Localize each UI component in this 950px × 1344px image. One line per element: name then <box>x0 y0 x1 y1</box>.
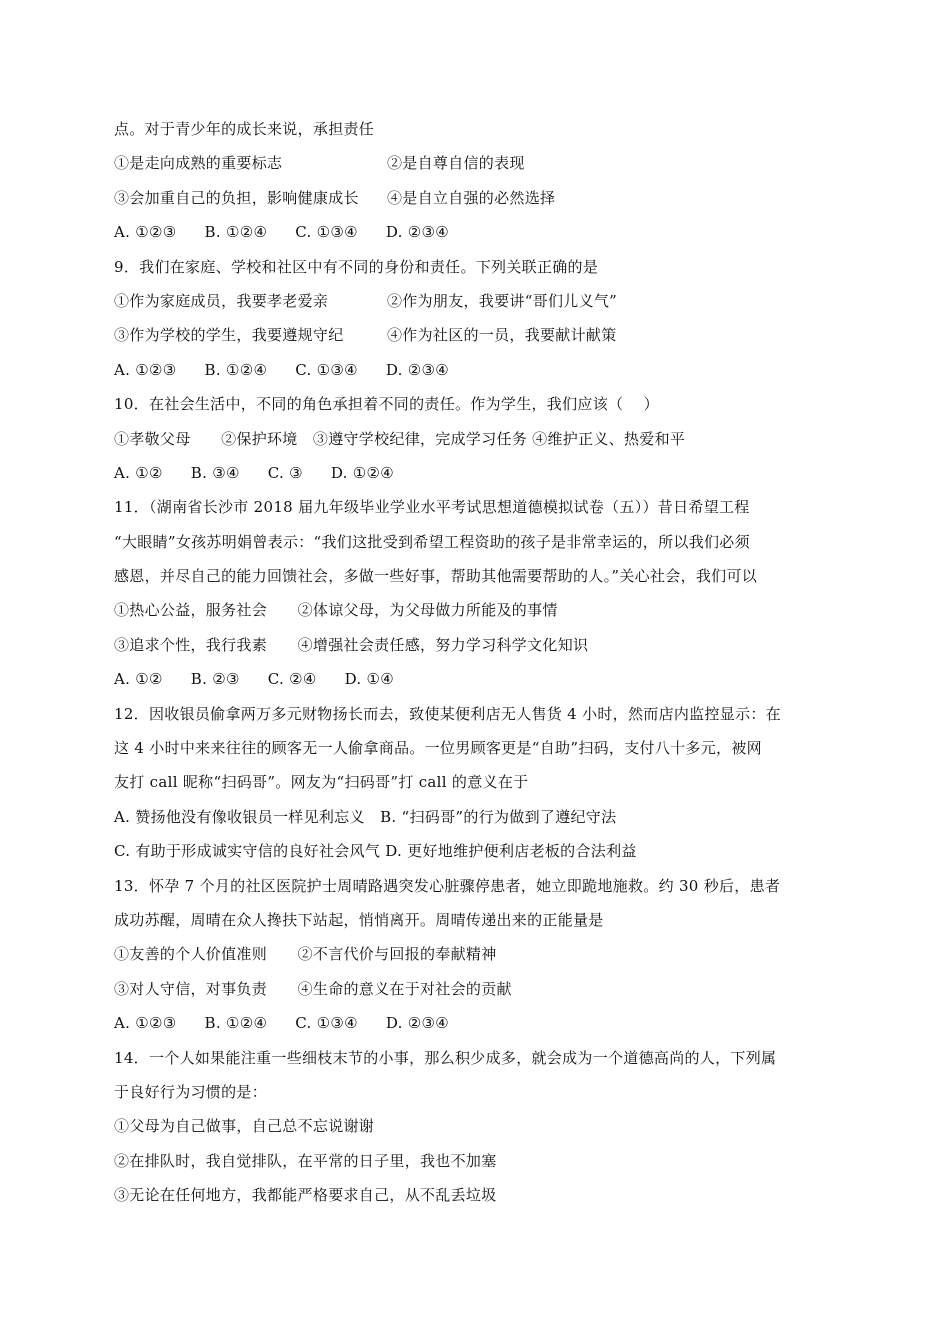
q9-answer-a: A. ①②③ <box>114 360 177 379</box>
q8-answer-d: D. ②③④ <box>385 223 450 242</box>
q8-stem-tail: 点。对于青少年的成长来说，承担责任 <box>114 120 375 138</box>
q10-answer-a: A. ①② <box>114 463 163 482</box>
q8-answer-b: B. ①②④ <box>204 223 268 242</box>
q13-answer-b: B. ①②④ <box>204 1014 268 1033</box>
q14-stem-line-2: 于良好行为习惯的是： <box>114 1082 268 1101</box>
q11-answers <box>114 662 844 696</box>
q9-answer-b: B. ①②④ <box>204 360 268 379</box>
q13-answer-c: C. ①③④ <box>295 1014 358 1033</box>
q11-stem-line-2: “大眼睛”女孩苏明娟曾表示：“我们这批受到希望工程资助的孩子是非常幸运的，所以我们必须 <box>114 532 750 551</box>
q9-option-1: ①作为家庭成员，我要孝老爱亲 <box>114 291 329 310</box>
q10-answer-c: C. ③ <box>267 463 303 482</box>
q11-answer-b: B. ②③ <box>190 670 240 689</box>
q9-option-4: ④作为社区的一员，我要献计献策 <box>387 326 617 345</box>
q11-answer-a: A. ①② <box>114 670 163 689</box>
q14-stem-line-1: 14．一个人如果能注重一些细枝末节的小事，那么积少成多，就会成为一个道德高尚的人，下列属 <box>114 1048 777 1067</box>
q9-answer-c: C. ①③④ <box>295 360 358 379</box>
q8-options-row-1 <box>114 146 844 180</box>
q13-answer-d: D. ②③④ <box>385 1014 450 1033</box>
q11-stem-line-1: 11．（湖南省长沙市 2018 届九年级毕业学业水平考试思想道德模拟试卷（五））昔日希望工程 <box>114 498 750 517</box>
q12-stem-line-3: 友打 call 昵称“扫码哥”。网友为“扫码哥”打 call 的意义在于 <box>114 773 529 792</box>
q8-answers <box>114 215 844 249</box>
q10-stem: 10．在社会生活中，不同的角色承担着不同的责任。作为学生，我们应该（ ） <box>114 395 659 414</box>
q9-answer-d: D. ②③④ <box>385 360 450 379</box>
q14-option-3: ③无论在任何地方，我都能严格要求自己，从不乱丢垃圾 <box>114 1186 497 1205</box>
q11-options-row-1: ①热心公益，服务社会 ②体谅父母，为父母做力所能及的事情 <box>114 601 558 620</box>
q14-option-1: ①父母为自己做事，自己总不忘说谢谢 <box>114 1117 375 1136</box>
q12-options-row-2: C. 有助于形成诚实守信的良好社会风气 D. 更好地维护便利店老板的合法利益 <box>114 842 637 861</box>
q14-option-2: ②在排队时，我自觉排队，在平常的日子里，我也不加塞 <box>114 1151 497 1170</box>
q10-answer-b: B. ③④ <box>190 463 240 482</box>
q9-option-3: ③作为学校的学生，我要遵规守纪 <box>114 326 344 345</box>
q13-stem-line-1: 13．怀孕 7 个月的社区医院护士周晴路遇突发心脏骤停患者，她立即跪地施救。约 30 秒后，患者 <box>114 876 781 895</box>
q9-option-2: ②作为朋友，我要讲“哥们儿义气” <box>387 291 618 310</box>
q8-option-1: ①是走向成熟的重要标志 <box>114 154 283 173</box>
q11-stem-line-3: 感恩，并尽自己的能力回馈社会，多做一些好事，帮助其他需要帮助的人。”关心社会，我们可以 <box>114 567 758 586</box>
q13-options-row-2: ③对人守信，对事负责 ④生命的意义在于对社会的贡献 <box>114 979 512 998</box>
q13-stem-line-2: 成功苏醒，周晴在众人搀扶下站起，悄悄离开。周晴传递出来的正能量是 <box>114 910 604 929</box>
q12-stem-line-2: 这 4 小时中来来往往的顾客无一人偷拿商品。一位男顾客更是“自助”扫码，支付八十多元，被网 <box>114 739 762 758</box>
q11-answer-d: D. ①④ <box>344 670 395 689</box>
q13-answers <box>114 1006 844 1040</box>
q13-answer-a: A. ①②③ <box>114 1014 177 1033</box>
q11-options-row-2: ③追求个性，我行我素 ④增强社会责任感，努力学习科学文化知识 <box>114 635 589 654</box>
q12-stem-line-1: 12．因收银员偷拿两万多元财物扬长而去，致使某便利店无人售货 4 小时，然而店内监控显示：在 <box>114 704 781 723</box>
q8-option-3: ③会加重自己的负担，影响健康成长 <box>114 188 359 207</box>
q8-option-2: ②是自尊自信的表现 <box>387 154 525 173</box>
q11-answer-c: C. ②④ <box>267 670 317 689</box>
q8-options-row-2 <box>114 181 844 215</box>
q9-stem: 9．我们在家庭、学校和社区中有不同的身份和责任。下列关联正确的是 <box>114 257 599 276</box>
q8-answer-a: A. ①②③ <box>114 223 177 242</box>
q9-options-row-2 <box>114 318 844 352</box>
q12-options-row-1: A. 赞扬他没有像收银员一样见利忘义 B. “扫码哥”的行为做到了遵纪守法 <box>114 807 617 826</box>
q10-options: ①孝敬父母 ②保护环境 ③遵守学校纪律，完成学习任务 ④维护正义、热爱和平 <box>114 429 686 448</box>
q10-answers <box>114 456 844 490</box>
q10-answer-d: D. ①②④ <box>330 463 395 482</box>
q9-answers <box>114 353 844 387</box>
q13-options-row-1: ①友善的个人价值准则 ②不言代价与回报的奉献精神 <box>114 945 497 964</box>
q8-answer-c: C. ①③④ <box>295 223 358 242</box>
q9-options-row-1 <box>114 284 844 318</box>
document-body <box>114 112 844 1213</box>
q8-option-4: ④是自立自强的必然选择 <box>387 188 556 207</box>
